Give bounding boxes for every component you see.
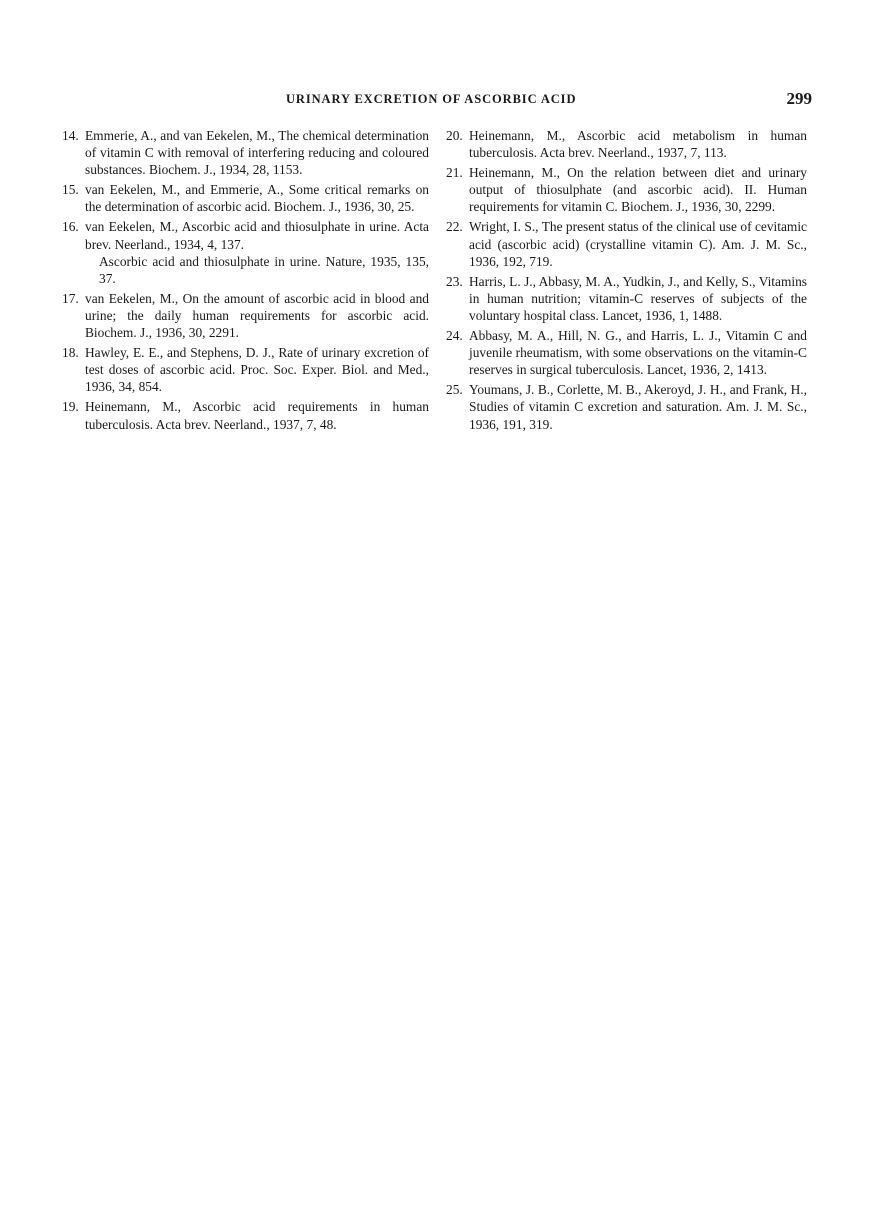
reference-text: Wright, I. S., The present status of the clinical use of cevitamic acid (ascorbic acid) (crystalline vitamin C). Am. J. M. Sc., 1936, 192, 719. (469, 219, 807, 269)
reference-number: 16. (62, 219, 79, 235)
reference-number: 25. (446, 382, 463, 398)
page-number: 299 (786, 89, 812, 108)
reference-22 (446, 218, 807, 269)
reference-text: van Eekelen, M., and Emmerie, A., Some critical remarks on the determination of ascorbic acid. Biochem. J., 1936, 30, 25. (85, 182, 429, 215)
reference-24 (446, 327, 807, 378)
references-right-column (446, 127, 807, 436)
reference-number: 19. (62, 399, 79, 415)
reference-text: Emmerie, A., and van Eekelen, M., The chemical determination of vitamin C with removal of interfering reducing and coloured substances. Biochem. J., 1934, 28, 1153. (85, 128, 429, 178)
reference-15 (62, 181, 429, 215)
reference-19 (62, 398, 429, 432)
reference-number: 17. (62, 290, 79, 306)
reference-number: 15. (62, 182, 79, 198)
reference-18 (62, 344, 429, 395)
reference-text: Heinemann, M., On the relation between diet and urinary output of thiosulphate (and ascorbic acid). II. Human requirements for vitamin C. Biochem. J., 1936, 30, 2299. (469, 165, 807, 215)
reference-14 (62, 127, 429, 178)
reference-text: Abbasy, M. A., Hill, N. G., and Harris, L. J., Vitamin C and juvenile rheumatism, with some observations on the vitamin-C reserves in surgical tuberculosis. Lancet, 1936, 2, 1413. (469, 328, 807, 378)
reference-17 (62, 290, 429, 341)
reference-text: Harris, L. J., Abbasy, M. A., Yudkin, J., and Kelly, S., Vitamins in human nutrition; vitamin-C reserves of subjects of the voluntary hospital class. Lancet, 1936, 1, 1488. (469, 273, 807, 323)
reference-text: Heinemann, M., Ascorbic acid metabolism in human tuberculosis. Acta brev. Neerland., 1937, 7, 113. (469, 128, 807, 161)
reference-text: van Eekelen, M., Ascorbic acid and thiosulphate in urine. Acta brev. Neerland., 1934, 4, 137. (85, 219, 429, 252)
page-header (60, 89, 812, 111)
reference-16 (62, 218, 429, 252)
reference-number: 18. (62, 345, 79, 361)
reference-number: 14. (62, 128, 79, 143)
reference-number: 24. (446, 328, 463, 344)
reference-text: van Eekelen, M., On the amount of ascorbic acid in blood and urine; the daily human requirements for ascorbic acid. Biochem. J., 1936, 30, 2291. (85, 290, 429, 341)
reference-20 (446, 127, 807, 161)
reference-text: Hawley, E. E., and Stephens, D. J., Rate of urinary excretion of test doses of ascorbic acid. Proc. Soc. Exper. Biol. and Med., 1936, 34, 854. (85, 345, 429, 395)
reference-number: 21. (446, 165, 463, 181)
references-left-column (62, 127, 429, 436)
reference-21 (446, 164, 807, 215)
reference-25 (446, 381, 807, 432)
reference-number: 20. (446, 128, 463, 143)
reference-16-continuation: Ascorbic acid and thiosulphate in urine. Nature, 1935, 135, 37. (99, 253, 429, 286)
running-title: URINARY EXCRETION OF ASCORBIC ACID (286, 92, 577, 106)
reference-23 (446, 273, 807, 324)
reference-number: 22. (446, 219, 463, 235)
reference-text: Heinemann, M., Ascorbic acid requirements in human tuberculosis. Acta brev. Neerland., 1937, 7, 48. (85, 399, 429, 432)
reference-number: 23. (446, 273, 463, 289)
reference-text: Youmans, J. B., Corlette, M. B., Akeroyd, J. H., and Frank, H., Studies of vitamin C excretion and saturation. Am. J. M. Sc., 1936, 191, 319. (469, 382, 807, 432)
